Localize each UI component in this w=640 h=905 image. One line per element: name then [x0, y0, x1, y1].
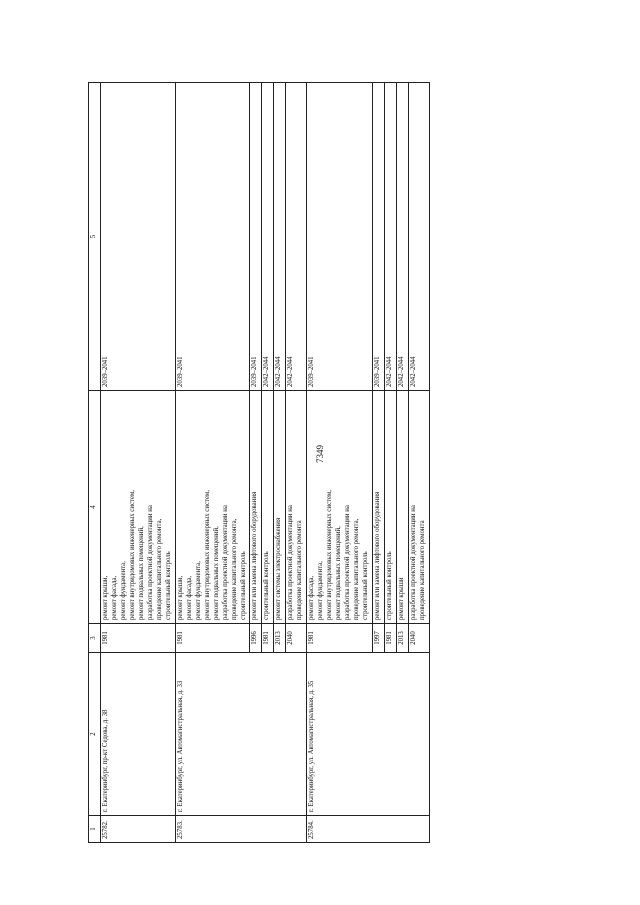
entry-period: 2039–2041	[175, 83, 250, 391]
work-line: строительный контроль	[386, 551, 394, 620]
table-body	[100, 83, 429, 843]
work-line: проведение капитального ремонта	[418, 520, 426, 620]
subrow-year: 2013	[274, 624, 286, 653]
subrow-works	[373, 391, 385, 624]
work-line: ремонт или замена лифтового оборудования	[251, 491, 259, 620]
work-line: ремонт подвальных помещений,	[335, 526, 343, 620]
repair-schedule-table	[88, 82, 430, 843]
table-row	[307, 83, 373, 843]
work-line: ремонт подвальных помещений,	[137, 526, 145, 620]
header-col-3: 3	[89, 624, 101, 653]
subrow-year: 2040	[286, 624, 307, 653]
entry-year: 1981	[307, 624, 373, 653]
entry-period: 2039–2041	[307, 83, 373, 391]
entry-works	[175, 391, 250, 624]
entry-address: г. Екатеринбург, ул. Автомагистральная, д. 33	[175, 653, 307, 816]
entry-year: 1981	[175, 624, 250, 653]
work-line: разработка проектной документации на	[410, 505, 417, 620]
work-line: строительный контроль	[263, 551, 271, 620]
work-line: ремонт внутридомовых инженерных систем,	[326, 490, 334, 620]
work-line: ремонт крыши,	[101, 575, 109, 620]
table-row	[100, 83, 175, 843]
work-line: строительный контроль	[362, 551, 370, 620]
header-col-5: 5	[89, 83, 101, 391]
work-line: строительный контроль	[164, 551, 172, 620]
header-col-2: 2	[89, 653, 101, 816]
subrow-period: 2042–2044	[286, 83, 307, 391]
subrow-period: 2042–2044	[409, 83, 430, 391]
work-line: ремонт системы электроснабжения	[275, 517, 283, 620]
subrow-year: 1981	[262, 624, 274, 653]
subrow-works	[274, 391, 286, 624]
subrow-period: 2039–2041	[250, 83, 262, 391]
entry-works	[100, 391, 175, 624]
work-line: ремонт фундамента,	[119, 561, 127, 620]
table-row	[175, 83, 250, 843]
header-row	[89, 83, 101, 843]
work-line: строительный контроль	[239, 551, 247, 620]
subrow-works	[262, 391, 274, 624]
entry-address: г. Екатеринбург, ул. Автомагистральная, д. 35	[307, 653, 430, 816]
subrow-year: 1997	[373, 624, 385, 653]
subrow-works	[385, 391, 397, 624]
subrow-period: 2042–2044	[397, 83, 409, 391]
work-line: проведение капитального ремонта,	[353, 518, 361, 620]
work-line: разработка проектной документации на	[344, 505, 352, 620]
subrow-year: 1996	[250, 624, 262, 653]
work-line: разработка проектной документации на	[221, 505, 229, 620]
work-line: ремонт фасада,	[110, 575, 118, 620]
work-line: ремонт фасада,	[185, 575, 193, 620]
work-line: проведение капитального ремонта	[296, 520, 304, 620]
subrow-period: 2039–2041	[373, 83, 385, 391]
subrow-year: 1981	[385, 624, 397, 653]
work-line: разработка проектной документации на	[146, 505, 154, 620]
work-line: проведение капитального ремонта,	[230, 518, 238, 620]
page-number-text: 7349	[315, 445, 325, 463]
entry-period: 2039–2041	[100, 83, 175, 391]
work-line: ремонт крыши,	[176, 575, 184, 620]
work-line: ремонт внутридомовых инженерных систем,	[128, 490, 136, 620]
work-line: проведение капитального ремонта,	[155, 518, 163, 620]
entry-works	[307, 391, 373, 624]
work-line: ремонт фундамента,	[317, 561, 325, 620]
work-line: ремонт внутридомовых инженерных систем,	[203, 490, 211, 620]
subrow-works	[250, 391, 262, 624]
subrow-period: 2042–2044	[262, 83, 274, 391]
subrow-year: 2013	[397, 624, 409, 653]
entry-address: г. Екатеринбург, пр-кт Седова, д. 38	[100, 653, 175, 816]
header-col-4: 4	[89, 391, 101, 624]
rotated-table-container	[88, 83, 513, 843]
entry-number: 25783.	[175, 816, 307, 843]
work-line: ремонт или замена лифтового оборудования	[374, 491, 382, 620]
work-line: разработка проектной документации на	[287, 505, 295, 620]
work-line: ремонт фундамента,	[194, 561, 202, 620]
subrow-works	[397, 391, 409, 624]
entry-number: 25782.	[100, 816, 175, 843]
subrow-year: 2040	[409, 624, 430, 653]
work-line: ремонт фасада,	[308, 575, 316, 620]
entry-year: 1981	[100, 624, 175, 653]
work-line: ремонт крыши	[398, 577, 406, 620]
subrow-period: 2042–2044	[385, 83, 397, 391]
work-line: ремонт подвальных помещений,	[212, 526, 220, 620]
header-col-1: 1	[89, 816, 101, 843]
subrow-period: 2042–2044	[274, 83, 286, 391]
entry-number: 25784.	[307, 816, 430, 843]
subrow-works	[286, 391, 307, 624]
subrow-works	[409, 391, 430, 624]
